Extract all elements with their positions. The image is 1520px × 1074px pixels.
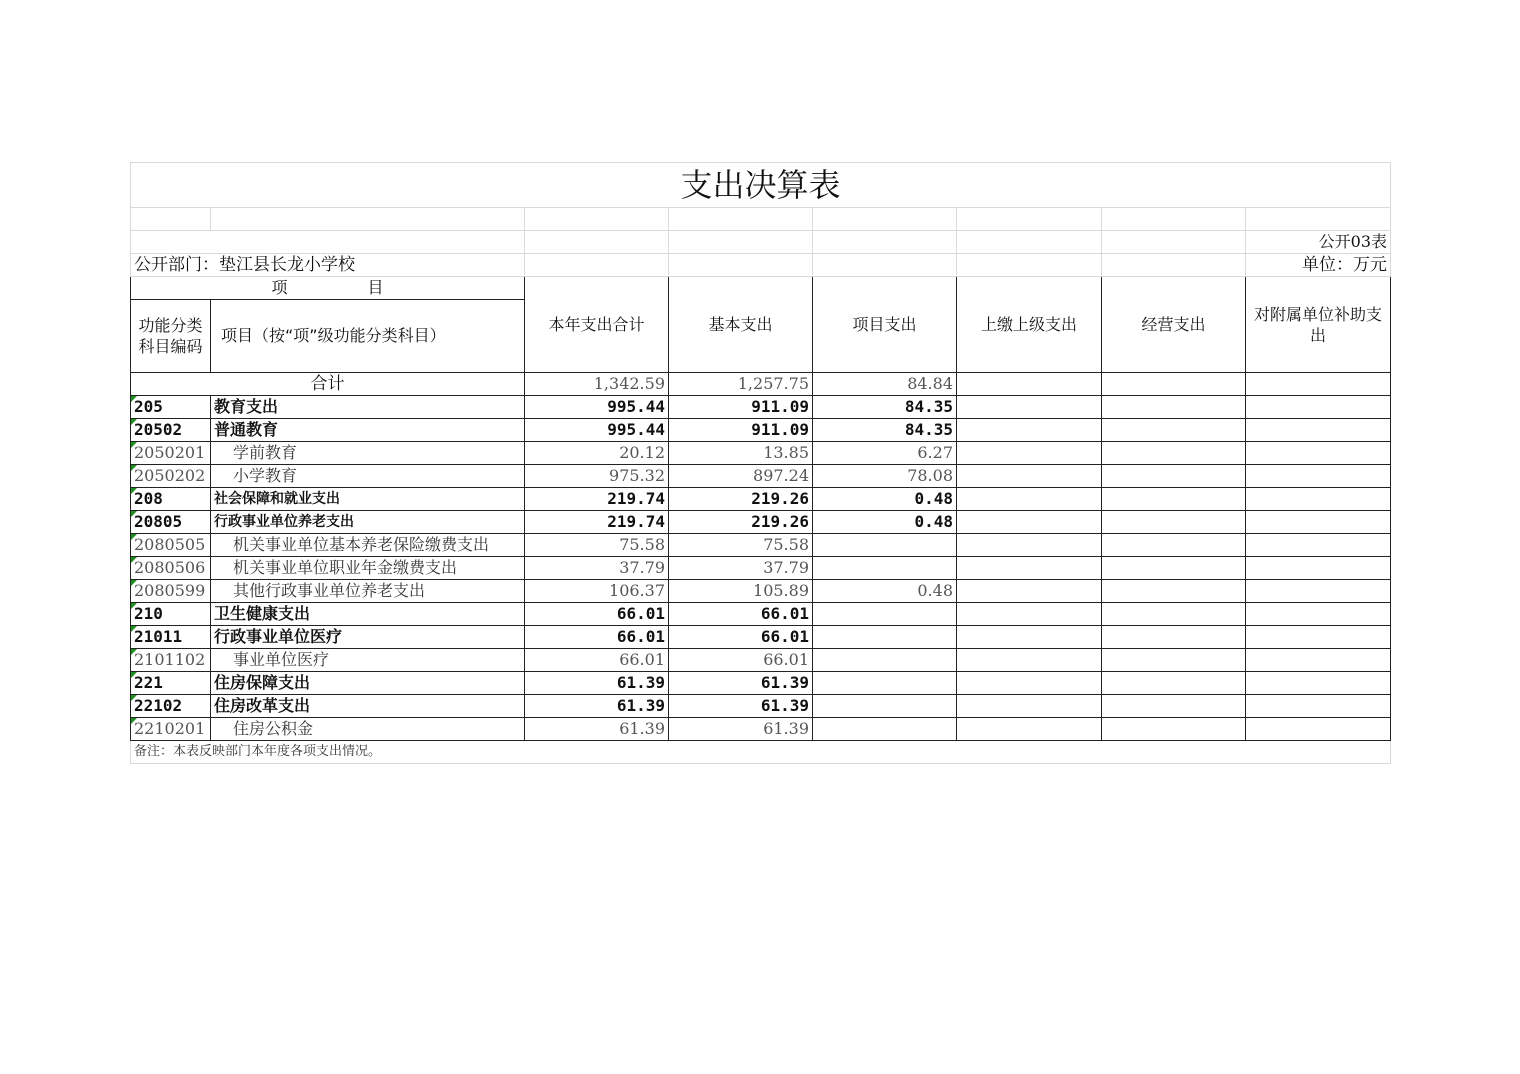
row-project: 0.48 bbox=[813, 580, 957, 603]
row-total: 61.39 bbox=[525, 718, 669, 741]
row-total: 37.79 bbox=[525, 557, 669, 580]
row-project bbox=[813, 695, 957, 718]
blank-cell bbox=[957, 254, 1102, 277]
row-subsidy bbox=[1246, 419, 1391, 442]
row-name: 事业单位医疗 bbox=[211, 649, 525, 672]
unit-label: 单位：万元 bbox=[1246, 254, 1391, 277]
row-code: 21011 bbox=[131, 626, 211, 649]
table-row bbox=[131, 718, 1391, 741]
form-number: 公开03表 bbox=[1246, 231, 1391, 254]
row-basic: 911.09 bbox=[669, 419, 813, 442]
row-total: 66.01 bbox=[525, 626, 669, 649]
row-project: 0.48 bbox=[813, 511, 957, 534]
row-upper bbox=[957, 511, 1102, 534]
blank-cell bbox=[957, 208, 1102, 231]
row-code: 20805 bbox=[131, 511, 211, 534]
table-row bbox=[131, 511, 1391, 534]
row-subsidy bbox=[1246, 534, 1391, 557]
header-project-group: 项 目 bbox=[131, 277, 525, 300]
total-basic: 1,257.75 bbox=[669, 373, 813, 396]
table-row bbox=[131, 695, 1391, 718]
blank-cell bbox=[211, 208, 525, 231]
row-code: 2101102 bbox=[131, 649, 211, 672]
row-upper bbox=[957, 488, 1102, 511]
row-upper bbox=[957, 626, 1102, 649]
row-basic: 61.39 bbox=[669, 695, 813, 718]
blank-cell bbox=[525, 208, 669, 231]
blank-cell bbox=[669, 231, 813, 254]
row-business bbox=[1102, 603, 1246, 626]
blank-cell bbox=[813, 254, 957, 277]
total-subsidy bbox=[1246, 373, 1391, 396]
row-project bbox=[813, 649, 957, 672]
row-basic: 13.85 bbox=[669, 442, 813, 465]
row-code: 2050202 bbox=[131, 465, 211, 488]
row-business bbox=[1102, 626, 1246, 649]
table-row bbox=[131, 603, 1391, 626]
table-row bbox=[131, 580, 1391, 603]
row-code: 2080506 bbox=[131, 557, 211, 580]
row-basic: 66.01 bbox=[669, 649, 813, 672]
row-subsidy bbox=[1246, 557, 1391, 580]
row-total: 995.44 bbox=[525, 419, 669, 442]
row-code: 205 bbox=[131, 396, 211, 419]
header-project: 项目支出 bbox=[813, 277, 957, 373]
row-basic: 105.89 bbox=[669, 580, 813, 603]
row-total: 995.44 bbox=[525, 396, 669, 419]
table-row bbox=[131, 396, 1391, 419]
row-name: 其他行政事业单位养老支出 bbox=[211, 580, 525, 603]
total-label: 合计 bbox=[131, 373, 525, 396]
blank-cell bbox=[525, 254, 669, 277]
row-subsidy bbox=[1246, 672, 1391, 695]
row-upper bbox=[957, 649, 1102, 672]
blank-cell bbox=[131, 231, 525, 254]
table-row bbox=[131, 672, 1391, 695]
row-business bbox=[1102, 396, 1246, 419]
row-business bbox=[1102, 419, 1246, 442]
row-subsidy bbox=[1246, 718, 1391, 741]
row-upper bbox=[957, 396, 1102, 419]
row-basic: 61.39 bbox=[669, 718, 813, 741]
row-business bbox=[1102, 511, 1246, 534]
row-subsidy bbox=[1246, 649, 1391, 672]
row-code: 221 bbox=[131, 672, 211, 695]
row-business bbox=[1102, 649, 1246, 672]
blank-cell bbox=[131, 208, 211, 231]
row-upper bbox=[957, 672, 1102, 695]
row-project bbox=[813, 557, 957, 580]
row-total: 20.12 bbox=[525, 442, 669, 465]
row-basic: 66.01 bbox=[669, 603, 813, 626]
row-total: 75.58 bbox=[525, 534, 669, 557]
row-name: 行政事业单位养老支出 bbox=[211, 511, 525, 534]
row-business bbox=[1102, 534, 1246, 557]
header-code: 功能分类科目编码 bbox=[131, 300, 211, 373]
table-row bbox=[131, 465, 1391, 488]
blank-cell bbox=[525, 231, 669, 254]
blank-cell bbox=[957, 231, 1102, 254]
row-project bbox=[813, 534, 957, 557]
row-name: 住房保障支出 bbox=[211, 672, 525, 695]
blank-cell bbox=[813, 231, 957, 254]
row-name: 社会保障和就业支出 bbox=[211, 488, 525, 511]
row-subsidy bbox=[1246, 580, 1391, 603]
row-basic: 911.09 bbox=[669, 396, 813, 419]
row-code: 22102 bbox=[131, 695, 211, 718]
header-subsidy: 对附属单位补助支出 bbox=[1246, 277, 1391, 373]
row-subsidy bbox=[1246, 695, 1391, 718]
table-row bbox=[131, 488, 1391, 511]
row-code: 2050201 bbox=[131, 442, 211, 465]
row-basic: 66.01 bbox=[669, 626, 813, 649]
row-upper bbox=[957, 718, 1102, 741]
table-row bbox=[131, 534, 1391, 557]
row-total: 66.01 bbox=[525, 649, 669, 672]
row-subsidy bbox=[1246, 511, 1391, 534]
row-upper bbox=[957, 534, 1102, 557]
blank-cell bbox=[1102, 208, 1246, 231]
header-business: 经营支出 bbox=[1102, 277, 1246, 373]
row-business bbox=[1102, 557, 1246, 580]
row-basic: 75.58 bbox=[669, 534, 813, 557]
row-business bbox=[1102, 488, 1246, 511]
row-name: 学前教育 bbox=[211, 442, 525, 465]
row-code: 20502 bbox=[131, 419, 211, 442]
row-business bbox=[1102, 580, 1246, 603]
department-label: 公开部门：垫江县长龙小学校 bbox=[131, 254, 525, 277]
total-amount: 1,342.59 bbox=[525, 373, 669, 396]
row-project bbox=[813, 603, 957, 626]
row-upper bbox=[957, 580, 1102, 603]
row-project bbox=[813, 718, 957, 741]
blank-cell bbox=[1246, 208, 1391, 231]
blank-cell bbox=[813, 208, 957, 231]
row-name: 卫生健康支出 bbox=[211, 603, 525, 626]
row-total: 61.39 bbox=[525, 695, 669, 718]
row-project: 6.27 bbox=[813, 442, 957, 465]
row-name: 普通教育 bbox=[211, 419, 525, 442]
row-total: 975.32 bbox=[525, 465, 669, 488]
row-code: 210 bbox=[131, 603, 211, 626]
row-name: 行政事业单位医疗 bbox=[211, 626, 525, 649]
row-basic: 219.26 bbox=[669, 488, 813, 511]
row-upper bbox=[957, 557, 1102, 580]
table-row bbox=[131, 419, 1391, 442]
row-business bbox=[1102, 442, 1246, 465]
row-business bbox=[1102, 465, 1246, 488]
total-row bbox=[131, 373, 1391, 396]
row-subsidy bbox=[1246, 488, 1391, 511]
row-total: 219.74 bbox=[525, 488, 669, 511]
row-business bbox=[1102, 695, 1246, 718]
row-total: 106.37 bbox=[525, 580, 669, 603]
row-subsidy bbox=[1246, 603, 1391, 626]
row-upper bbox=[957, 603, 1102, 626]
blank-cell bbox=[669, 254, 813, 277]
table-row bbox=[131, 442, 1391, 465]
header-upper: 上缴上级支出 bbox=[957, 277, 1102, 373]
row-total: 61.39 bbox=[525, 672, 669, 695]
row-name: 机关事业单位基本养老保险缴费支出 bbox=[211, 534, 525, 557]
row-business bbox=[1102, 718, 1246, 741]
table-row bbox=[131, 557, 1391, 580]
row-total: 219.74 bbox=[525, 511, 669, 534]
row-code: 208 bbox=[131, 488, 211, 511]
row-basic: 897.24 bbox=[669, 465, 813, 488]
table-note: 备注：本表反映部门本年度各项支出情况。 bbox=[131, 741, 1391, 764]
row-project bbox=[813, 626, 957, 649]
expense-table bbox=[130, 162, 1391, 764]
row-upper bbox=[957, 465, 1102, 488]
blank-cell bbox=[1102, 231, 1246, 254]
header-basic: 基本支出 bbox=[669, 277, 813, 373]
header-name: 项目（按“项”级功能分类科目） bbox=[211, 300, 525, 373]
row-subsidy bbox=[1246, 465, 1391, 488]
row-project: 78.08 bbox=[813, 465, 957, 488]
row-code: 2080599 bbox=[131, 580, 211, 603]
row-code: 2210201 bbox=[131, 718, 211, 741]
row-name: 住房改革支出 bbox=[211, 695, 525, 718]
row-upper bbox=[957, 419, 1102, 442]
row-project: 84.35 bbox=[813, 419, 957, 442]
blank-cell bbox=[669, 208, 813, 231]
row-basic: 61.39 bbox=[669, 672, 813, 695]
row-project: 0.48 bbox=[813, 488, 957, 511]
row-upper bbox=[957, 695, 1102, 718]
total-upper bbox=[957, 373, 1102, 396]
page-title: 支出决算表 bbox=[131, 163, 1391, 208]
row-total: 66.01 bbox=[525, 603, 669, 626]
blank-cell bbox=[1102, 254, 1246, 277]
row-name: 教育支出 bbox=[211, 396, 525, 419]
total-business bbox=[1102, 373, 1246, 396]
row-subsidy bbox=[1246, 442, 1391, 465]
row-subsidy bbox=[1246, 626, 1391, 649]
row-name: 住房公积金 bbox=[211, 718, 525, 741]
row-upper bbox=[957, 442, 1102, 465]
table-row bbox=[131, 649, 1391, 672]
row-project: 84.35 bbox=[813, 396, 957, 419]
row-subsidy bbox=[1246, 396, 1391, 419]
row-basic: 37.79 bbox=[669, 557, 813, 580]
header-total: 本年支出合计 bbox=[525, 277, 669, 373]
table-row bbox=[131, 626, 1391, 649]
row-code: 2080505 bbox=[131, 534, 211, 557]
total-project: 84.84 bbox=[813, 373, 957, 396]
expense-settlement-sheet bbox=[130, 162, 1390, 764]
row-name: 机关事业单位职业年金缴费支出 bbox=[211, 557, 525, 580]
row-business bbox=[1102, 672, 1246, 695]
row-basic: 219.26 bbox=[669, 511, 813, 534]
row-name: 小学教育 bbox=[211, 465, 525, 488]
row-project bbox=[813, 672, 957, 695]
